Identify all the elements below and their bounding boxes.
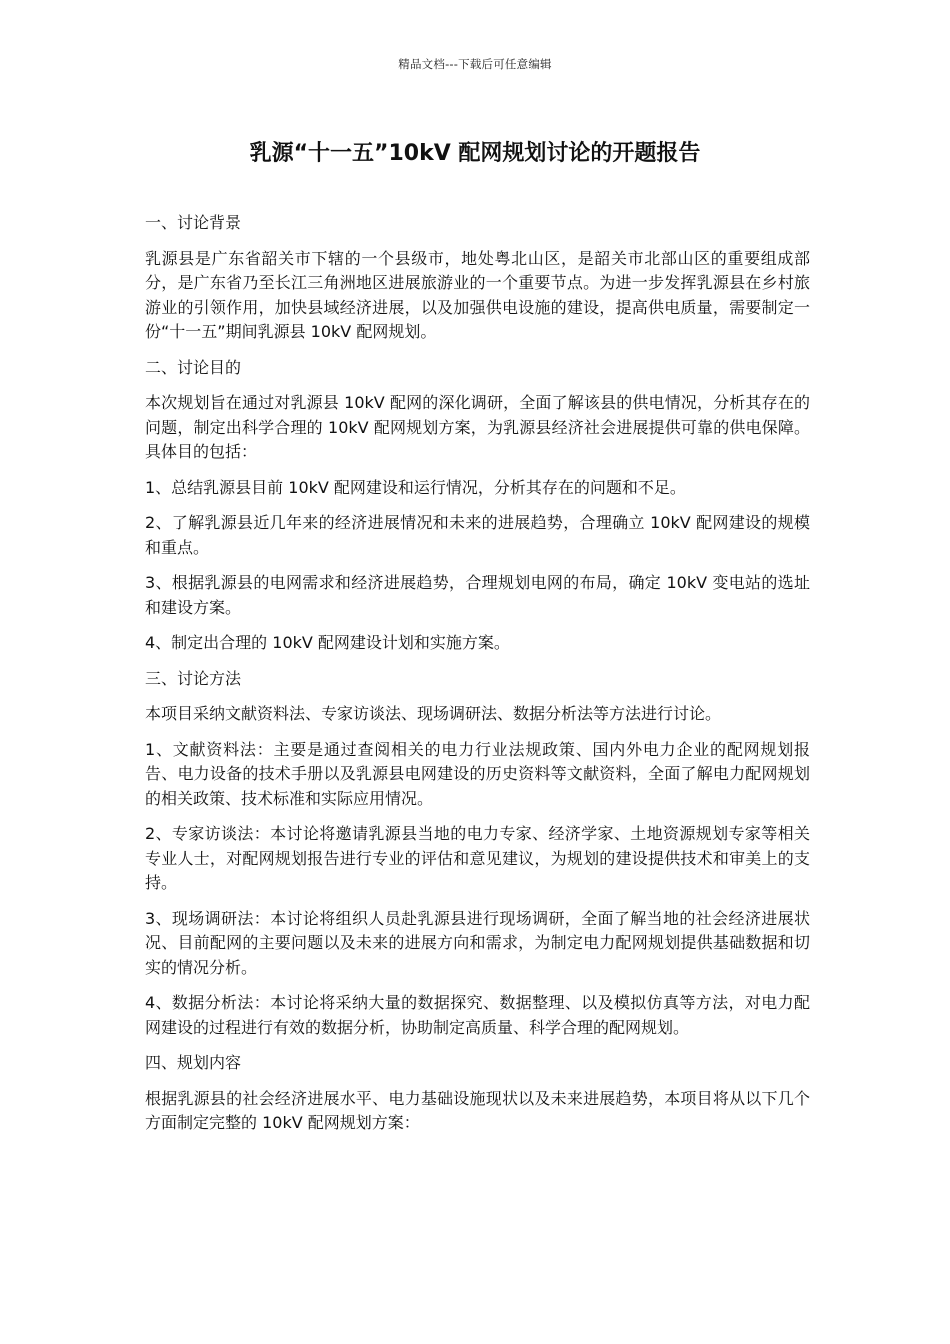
method-item-2: 2、专家访谈法：本讨论将邀请乳源县当地的电力专家、经济学家、土地资源规划专家等相关专业人士，对配网规划报告进行专业的评估和意见建议，为规划的建设提供技术和审美上的支持。 <box>145 824 810 892</box>
paragraph-background: 乳源县是广东省韶关市下辖的一个县级市，地处粤北山区，是韶关市北部山区的重要组成部分，是广东省乃至长江三角洲地区进展旅游业的一个重要节点。为进一步发挥乳源县在乡村旅游业的引领作用，加快县域经济进展，以及加强供电设施的建设，提高供电质量，需要制定一份“十一五”期间乳源县 10kV 配网规划。 <box>145 248 810 341</box>
paragraph-purpose-intro: 本次规划旨在通过对乳源县 10kV 配网的深化调研，全面了解该县的供电情况，分析其存在的问题，制定出科学合理的 10kV 配网规划方案，为乳源县经济社会进展提供可靠的供电保障。具体目的包括： <box>145 393 810 461</box>
document-body <box>145 211 810 1147</box>
purpose-item-2: 2、了解乳源县近几年来的经济进展情况和未来的进展趋势，合理确立 10kV 配网建设的规模和重点。 <box>145 513 810 557</box>
section-heading-content: 四、规划内容 <box>145 1053 242 1072</box>
section-heading-background: 一、讨论背景 <box>145 213 242 232</box>
purpose-item-4: 4、制定出合理的 10kV 配网建设计划和实施方案。 <box>145 633 510 652</box>
method-item-4: 4、数据分析法：本讨论将采纳大量的数据探究、数据整理、以及模拟仿真等方法，对电力配网建设的过程进行有效的数据分析，协助制定高质量、科学合理的配网规划。 <box>145 993 810 1037</box>
header-note: 精品文档---下载后可任意编辑 <box>398 57 552 71</box>
purpose-item-3: 3、根据乳源县的电网需求和经济进展趋势，合理规划电网的布局，确定 10kV 变电站的选址和建设方案。 <box>145 573 810 617</box>
method-item-3: 3、现场调研法：本讨论将组织人员赴乳源县进行现场调研，全面了解当地的社会经济进展状况、目前配网的主要问题以及未来的进展方向和需求，为制定电力配网规划提供基础数据和切实的情况分析。 <box>145 908 810 977</box>
paragraph-method-intro: 本项目采纳文献资料法、专家访谈法、现场调研法、数据分析法等方法进行讨论。 <box>145 704 722 723</box>
document-title: 乳源“十一五”10kV 配网规划讨论的开题报告 <box>249 141 701 166</box>
paragraph-content-intro: 根据乳源县的社会经济进展水平、电力基础设施现状以及未来进展趋势，本项目将从以下几个方面制定完整的 10kV 配网规划方案： <box>145 1088 810 1132</box>
purpose-item-1: 1、总结乳源县目前 10kV 配网建设和运行情况，分析其存在的问题和不足。 <box>145 477 686 497</box>
method-item-1: 1、文献资料法：主要是通过查阅相关的电力行业法规政策、国内外电力企业的配网规划报告、电力设备的技术手册以及乳源县电网建设的历史资料等文献资料，全面了解电力配网规划的相关政策、技术标准和实际应用情况。 <box>145 739 810 808</box>
section-heading-method: 三、讨论方法 <box>145 668 242 688</box>
section-heading-purpose: 二、讨论目的 <box>145 357 242 377</box>
